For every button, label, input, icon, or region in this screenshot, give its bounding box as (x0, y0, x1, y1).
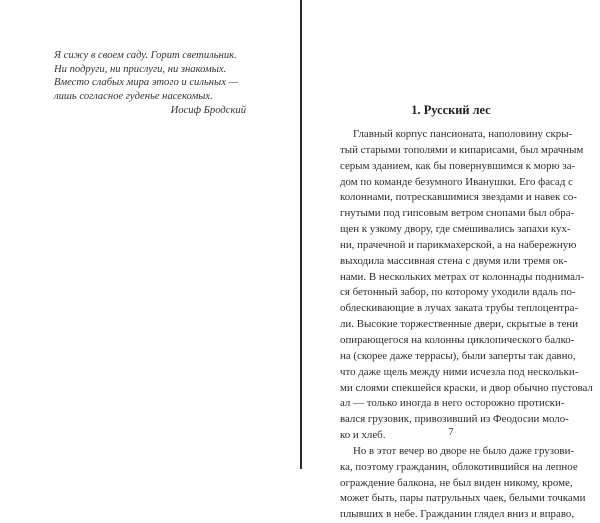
text-line: ми слоями спекшейся краски, и двор обычно пустовал (340, 381, 593, 394)
text-line: ли. Высокие торжественные двери, скрытые в тени (340, 318, 579, 331)
text-line: тый старыми тополями и кипарисами, был мрачным (340, 143, 584, 156)
text-line: ал — только иногда в него осторожно протиски- (340, 397, 565, 410)
epigraph-line: лишь согласное гуденье насекомых. (54, 90, 213, 102)
epigraph (54, 49, 254, 118)
text-line: колоннами, потрескавшимися звездами и навек со- (340, 191, 577, 204)
text-line: опирающегося на колонны циклопического балко- (340, 333, 575, 346)
epigraph-line: Я сижу в своем саду. Горит светильник. (54, 50, 237, 61)
text-line: что даже щель между ними исчезла под нескольки- (340, 365, 579, 378)
text-line: Но в этот вечер во дворе не было даже грузови- (353, 444, 575, 457)
text-line: плывших в небе. Гражданин глядел вниз и вправо, (340, 508, 575, 521)
text-line: Главный корпус пансионата, наполовину скры- (353, 128, 573, 140)
text-line: может быть, пары патрульных чаек, белыми точками (340, 492, 586, 505)
epigraph-line: Вместо слабых мира этого и сильных — (54, 77, 238, 89)
text-line: ся бетонный забор, по которому уходили вдаль по- (340, 286, 576, 299)
left-page (0, 0, 300, 469)
text-line: нами. В нескольких метрах от колоннады поднимал- (340, 270, 585, 283)
text-line: облескивающие в лучах заката трубы теплоцентра- (340, 302, 579, 315)
text-line: ко и хлеб. (340, 429, 386, 442)
text-line: щен к узкому двору, где смешивались запахи кух- (340, 223, 571, 236)
epigraph-author: Иосиф Бродский (170, 105, 246, 117)
text-line: дом по команде безумного Иванушки. Его фасад с (340, 175, 573, 188)
text-line: гнутыми под гипсовым ветром снопами был обра- (340, 207, 575, 220)
text-line: ка, поэтому гражданин, облокотившийся на лепное (340, 460, 578, 473)
text-line: ограждение балкона, не был виден никому, кроме, (340, 476, 573, 489)
text-line: выходила массивная стена с двумя или тремя ок- (340, 254, 568, 267)
page-number: 7 (448, 427, 454, 438)
right-page (302, 0, 600, 521)
chapter-title: 1. Русский лес (411, 103, 491, 117)
epigraph-line: Ни подруги, ни прислуги, ни знакомых. (54, 63, 227, 75)
text-line: серым зданием, как бы повернувшимся к морю за- (340, 159, 576, 172)
text-line: ни, прачечной и парикмахерской, а на набережную (340, 238, 577, 251)
text-line: на (скорее даже террасы), были заперты так давно, (340, 349, 576, 362)
chapter-body (340, 127, 593, 523)
text-line: вался грузовик, привозивший из Феодосии моло- (340, 413, 569, 426)
